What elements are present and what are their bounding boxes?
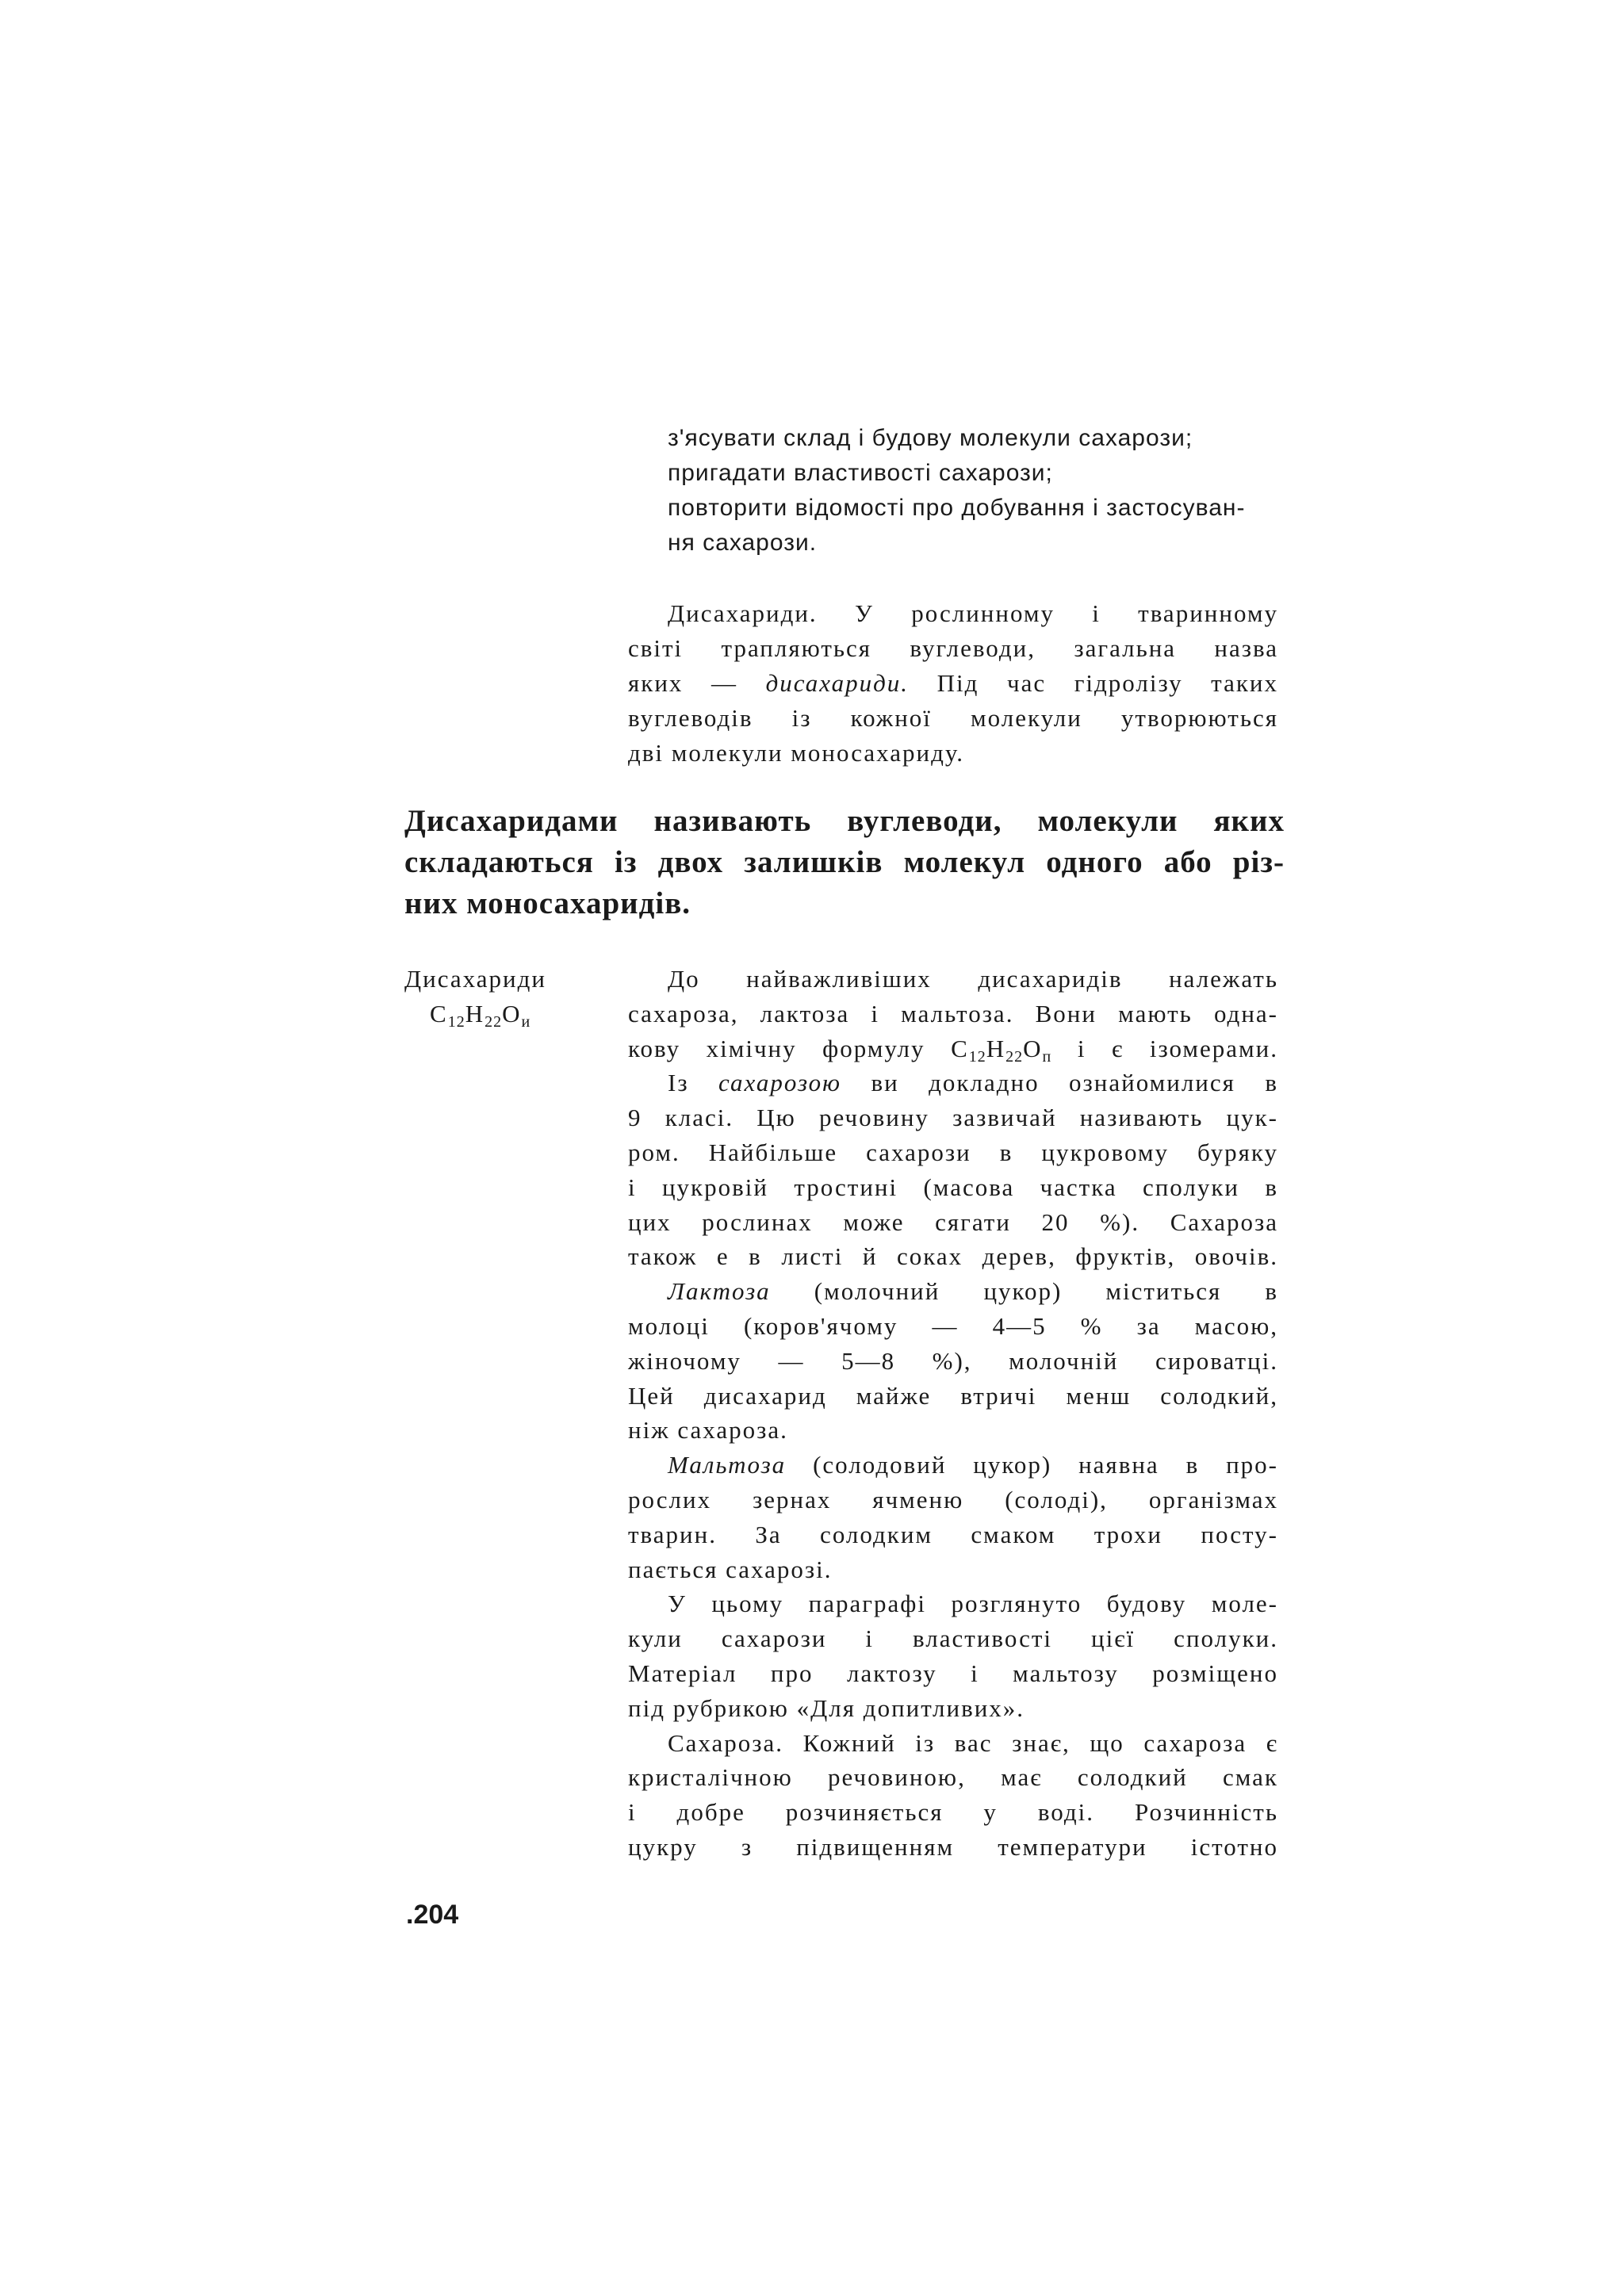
paragraph-line: Мальтоза (солодовий цукор) наявна в про- <box>668 1451 1278 1479</box>
paragraph-line: До найважливіших дисахаридів належать <box>668 965 1278 993</box>
paragraph-line: У цьому параграфі розглянуто будову моле- <box>668 1590 1278 1618</box>
paragraph-line: також е в листі й соках дерев, фруктів, овочів. <box>628 1242 1278 1271</box>
paragraph-line: тварин. За солодким смаком трохи посту- <box>628 1520 1278 1548</box>
definition-block: Дисахаридами називають вуглеводи, молекули яких складаються із двох залишків молекул одного або різ- них моносахаридів. <box>404 804 1285 920</box>
objective-item: повторити відомості про добування і застосуван- <box>668 495 1246 521</box>
margin-label: Дисахариди <box>404 965 546 993</box>
paragraph-line: кристалічною речовиною, має солодкий смак <box>628 1763 1278 1792</box>
term-sucrose: сахарозою <box>718 1069 841 1097</box>
paragraph-line: пається сахарозі. <box>628 1555 833 1583</box>
paragraph-line: Лактоза (молочний цукор) міститься в <box>668 1277 1279 1306</box>
paragraph-line: під рубрикою «Для допитливих». <box>628 1693 1025 1722</box>
paragraph-line: цукру з підвищенням температури істотно <box>628 1832 1278 1861</box>
paragraph-line: сахароза, лактоза і мальтоза. Вони мають одна- <box>628 999 1278 1027</box>
paragraph-line: і цукровій тростині (масова частка сполуки в <box>628 1173 1278 1201</box>
term-disaccharides: дисахариди. <box>765 669 910 697</box>
body-text <box>628 962 1278 1865</box>
objective-item: пригадати властивості сахарози; <box>668 460 1053 486</box>
paragraph-line: 9 класі. Цю речовину зазвичай називають цук- <box>628 1104 1278 1132</box>
term-lactose: Лактоза <box>668 1277 771 1306</box>
objective-item: ня сахарози. <box>668 530 818 556</box>
paragraph-line: ніж сахароза. <box>628 1416 788 1445</box>
section-heading: Дисахариди. <box>668 599 818 627</box>
margin-note <box>404 962 595 1039</box>
paragraph-line: Сахароза. Кожний із вас знає, що сахароза є <box>668 1728 1278 1757</box>
term-maltose: Мальтоза <box>668 1451 787 1479</box>
paragraph-line: жіночому — 5—8 %), молочній сироватці. <box>628 1346 1278 1375</box>
paragraph-line: Із сахарозою ви докладно ознайомилися в <box>668 1069 1279 1097</box>
paragraph-line: і добре розчиняється у воді. Розчинність <box>628 1798 1278 1827</box>
objective-item: з'ясувати склад і будову молекули сахарози; <box>668 425 1193 451</box>
paragraph-line: цих рослинах може сягати 20 %). Сахароза <box>628 1207 1278 1236</box>
paragraph-line: Цей дисахарид майже втричі менш солодкий, <box>628 1381 1278 1410</box>
paragraph-line: кову хімічну формулу $C_{12}H_{22}O_п$ і є ізомерами. <box>628 1034 1279 1066</box>
paragraph-line: молоці (коров'ячому — 4—5 % за масою, <box>628 1311 1278 1340</box>
paragraph-line: кули сахарози і властивості цієї сполуки. <box>628 1624 1278 1653</box>
intro-paragraph: Дисахариди. У рослинному і тваринному світі трапляються вуглеводи, загальна назва яких — дисахариди. Під час гідролізу таких вуглеводів із кожної молекули утворюються дві молекули моносахариду. <box>628 599 1278 767</box>
paragraph-line: Матеріал про лактозу і мальтозу розміщено <box>628 1659 1278 1687</box>
page-number: .204 <box>406 1900 459 1930</box>
margin-formula: $C_{12}H_{22}O_и$ <box>430 1000 531 1031</box>
paragraph-line: ром. Найбільше сахарози в цукровому буряку <box>628 1138 1278 1166</box>
lesson-objectives <box>668 421 1286 561</box>
paragraph-line: рослих зернах ячменю (солоді), організмах <box>628 1485 1278 1513</box>
